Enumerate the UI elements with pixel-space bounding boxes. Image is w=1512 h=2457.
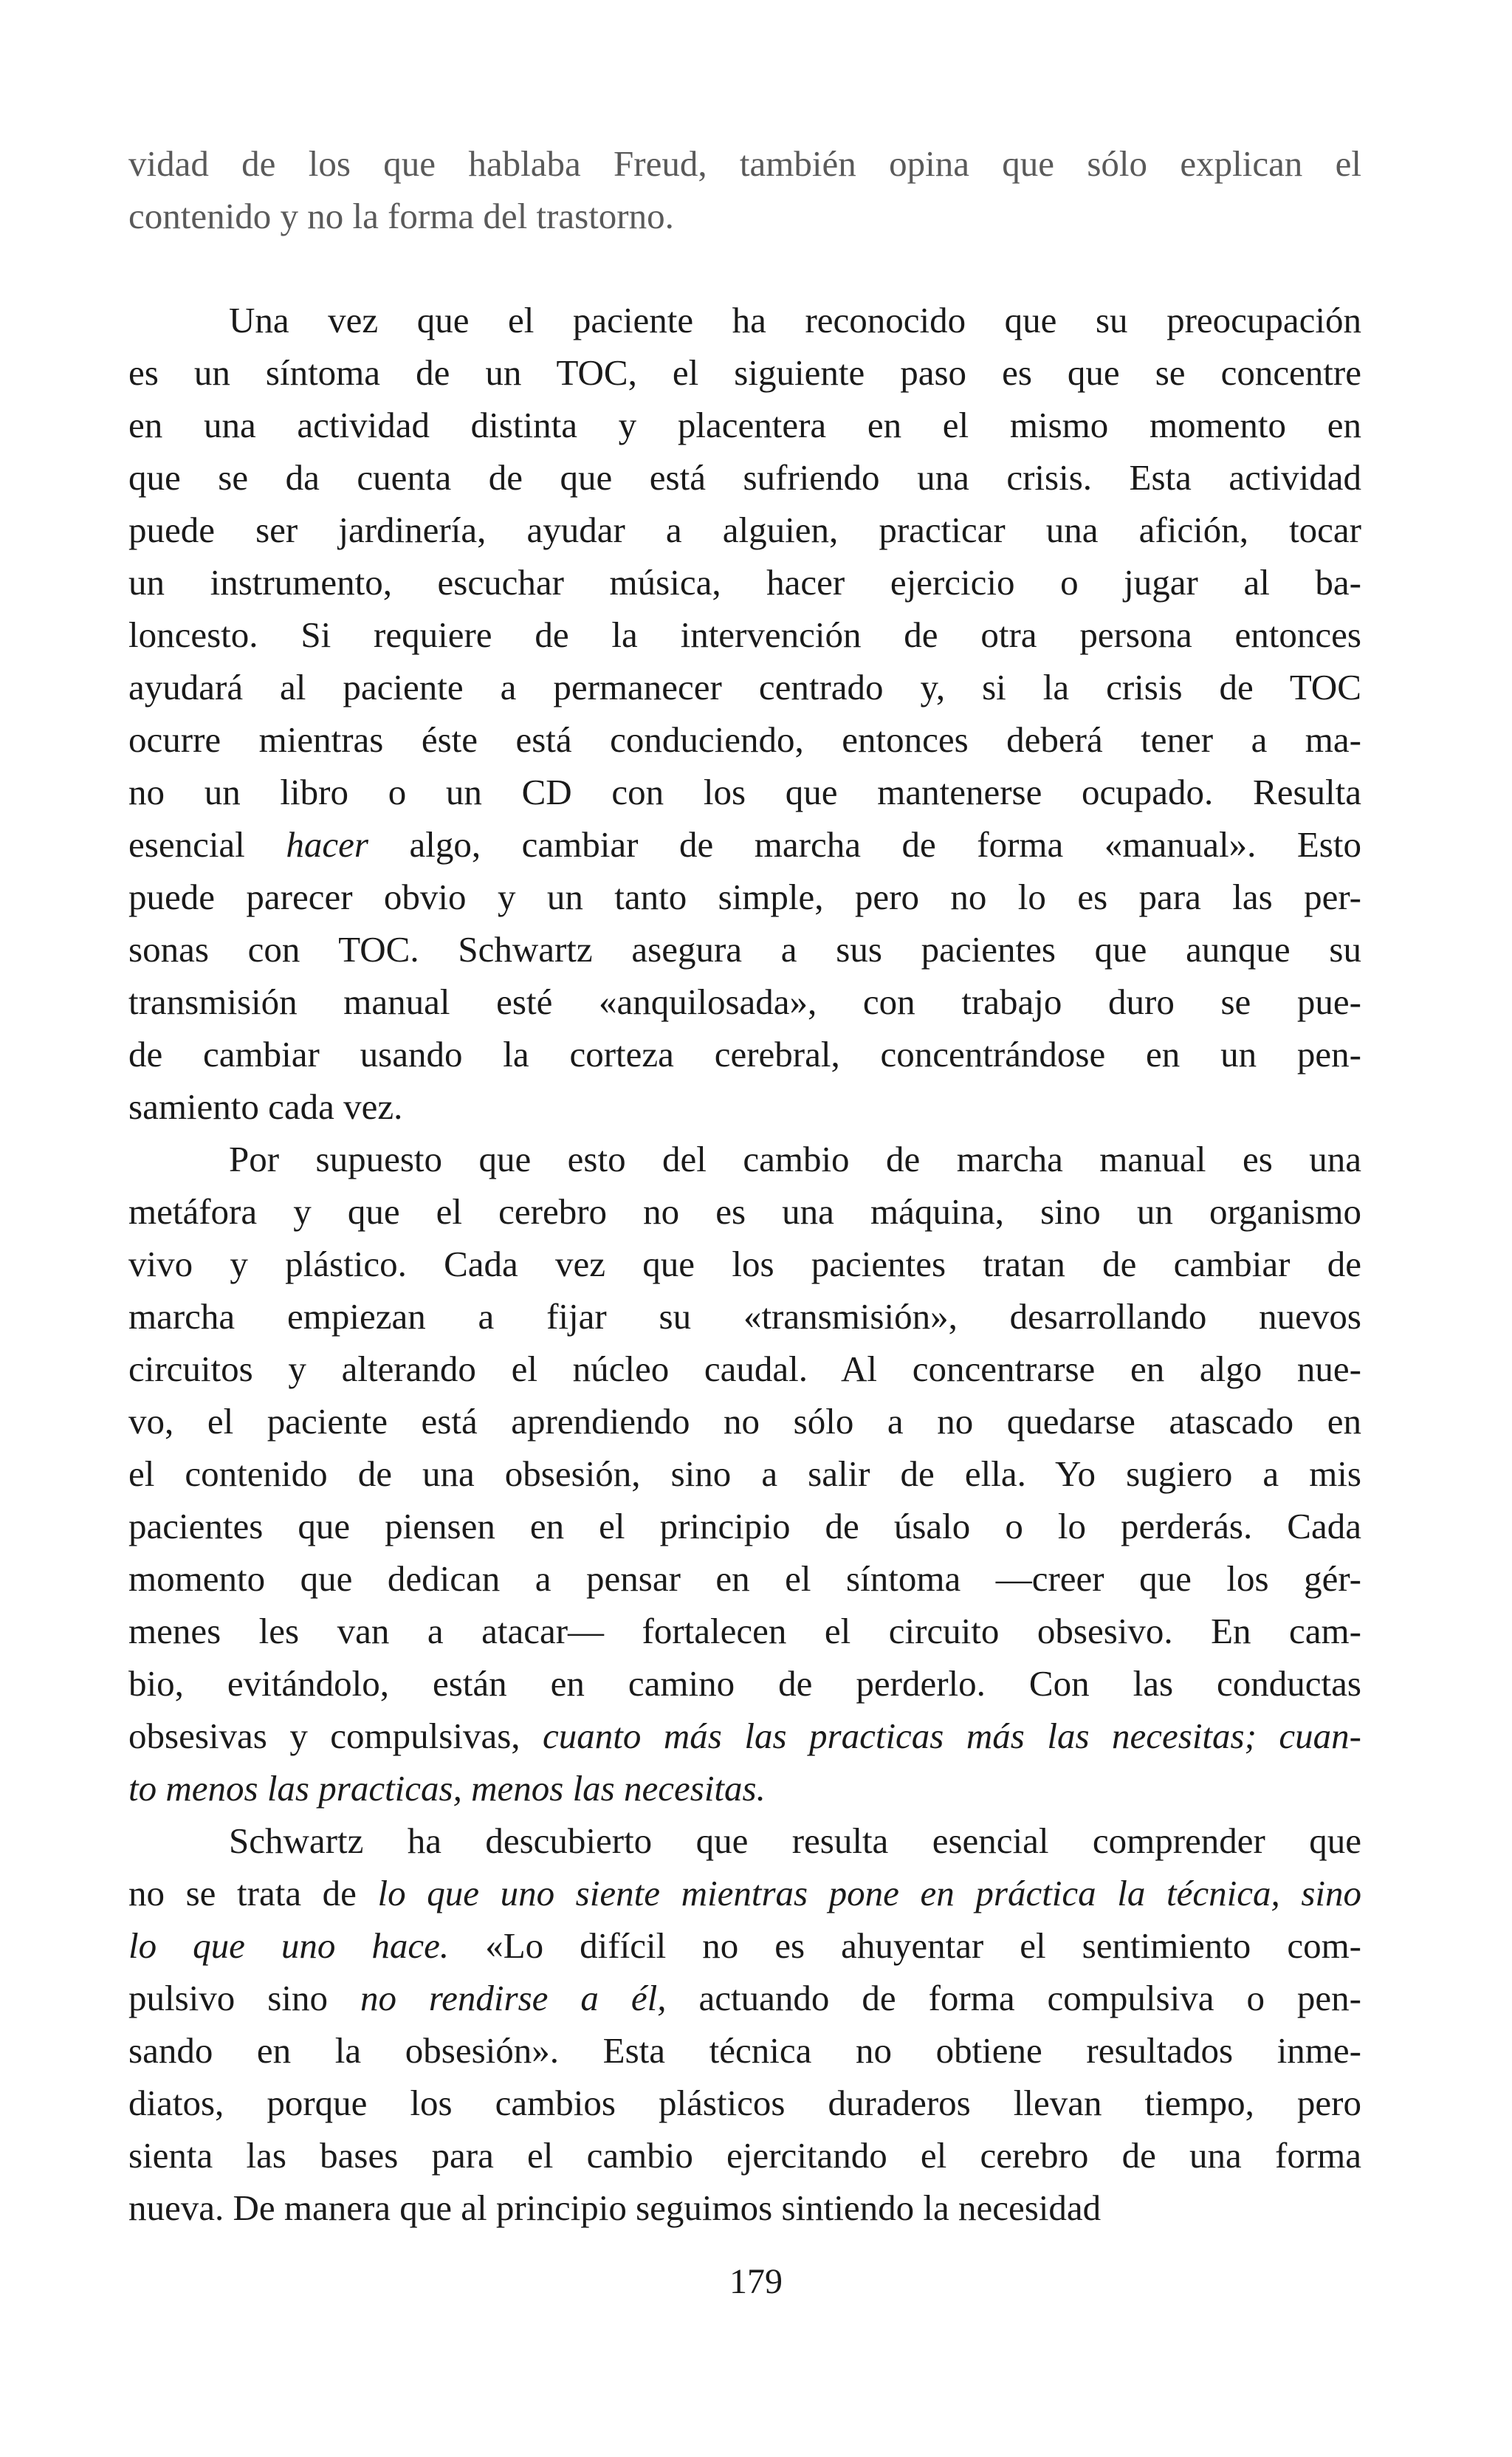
paragraph	[128, 294, 1361, 1133]
text-segment: Por supuesto que esto del cambio de marcha manual es una	[229, 1139, 1361, 1179]
text-segment: sando en la obsesión». Esta técnica no obtiene resultados inme-	[128, 2030, 1361, 2071]
text-line	[128, 2129, 1361, 2182]
text-segment: samiento cada vez.	[128, 1086, 403, 1127]
text-line	[128, 1552, 1361, 1605]
text-segment: esencial	[128, 824, 286, 865]
text-segment: ayudará al paciente a permanecer centrado y, si la crisis de TOC	[128, 667, 1361, 707]
text-segment: bio, evitándolo, están en camino de perderlo. Con las conductas	[128, 1663, 1361, 1704]
text-line	[128, 871, 1361, 923]
italic-text: lo que uno siente mientras pone en práctica la técnica, sino	[377, 1873, 1361, 1913]
text-segment: no un libro o un CD con los que mantenerse ocupado. Resulta	[128, 772, 1361, 812]
text-line	[128, 1447, 1361, 1500]
text-line	[128, 976, 1361, 1028]
text-segment: pacientes que piensen en el principio de úsalo o lo perderás. Cada	[128, 1506, 1361, 1546]
page-number: 179	[729, 2262, 783, 2301]
text-line	[128, 713, 1361, 766]
text-segment: «Lo difícil no es ahuyentar el sentimiento com-	[449, 1925, 1362, 1966]
text-line	[128, 1815, 1361, 1867]
text-segment: no se trata de	[128, 1873, 378, 1913]
text-segment: obsesivas y compulsivas,	[128, 1716, 543, 1756]
text-line	[128, 766, 1361, 818]
text-segment: vidad de los que hablaba Freud, también opina que sólo explican el	[128, 143, 1361, 184]
text-segment: ocurre mientras éste está conduciendo, entonces deberá tener a ma-	[128, 719, 1361, 760]
text-line	[128, 1867, 1361, 1919]
text-segment: Schwartz ha descubierto que resulta esencial comprender que	[229, 1820, 1361, 1861]
text-segment: que se da cuenta de que está sufriendo una crisis. Esta actividad	[128, 457, 1361, 498]
text-line	[128, 1028, 1361, 1080]
text-segment: puede parecer obvio y un tanto simple, pero no lo es para las per-	[128, 877, 1361, 917]
text-segment: menes les van a atacar— fortalecen el circuito obsesivo. En cam-	[128, 1611, 1361, 1651]
text-line	[128, 1500, 1361, 1552]
text-segment: el contenido de una obsesión, sino a salir de ella. Yo sugiero a mis	[128, 1453, 1361, 1494]
text-line	[128, 1290, 1361, 1343]
text-line	[128, 2182, 1361, 2234]
text-segment: Una vez que el paciente ha reconocido que su preocupación	[229, 300, 1361, 340]
text-segment: momento que dedican a pensar en el síntoma —creer que los gér-	[128, 1558, 1361, 1599]
text-segment: circuitos y alterando el núcleo caudal. Al concentrarse en algo nue-	[128, 1349, 1361, 1389]
text-segment: sonas con TOC. Schwartz asegura a sus pacientes que aunque su	[128, 929, 1361, 970]
text-line	[128, 1238, 1361, 1290]
text-line	[128, 1343, 1361, 1395]
text-segment: en una actividad distinta y placentera en el mismo momento en	[128, 405, 1361, 445]
text-line	[128, 399, 1361, 451]
text-segment: pulsivo sino	[128, 1978, 360, 2018]
text-line	[128, 1395, 1361, 1447]
page-body	[128, 137, 1361, 2234]
text-line	[128, 346, 1361, 399]
text-line	[128, 1080, 1361, 1133]
text-line	[128, 818, 1361, 871]
text-segment: marcha empiezan a fijar su «transmisión», desarrollando nuevos	[128, 1296, 1361, 1337]
text-line	[128, 2024, 1361, 2077]
text-line	[128, 556, 1361, 609]
text-line	[128, 609, 1361, 661]
text-segment: vivo y plástico. Cada vez que los pacientes tratan de cambiar de	[128, 1244, 1361, 1284]
text-line	[128, 294, 1361, 346]
italic-text: to menos las practicas, menos las necesitas.	[128, 1768, 766, 1809]
text-segment: contenido y no la forma del trastorno.	[128, 196, 674, 236]
text-segment: diatos, porque los cambios plásticos duraderos llevan tiempo, pero	[128, 2083, 1361, 2123]
italic-text: cuanto más las practicas más las necesitas; cuan-	[543, 1716, 1361, 1756]
text-line	[128, 504, 1361, 556]
text-segment: es un síntoma de un TOC, el siguiente paso es que se concentre	[128, 352, 1361, 393]
text-segment: algo, cambiar de marcha de forma «manual». Esto	[368, 824, 1361, 865]
text-segment: metáfora y que el cerebro no es una máquina, sino un organismo	[128, 1191, 1361, 1232]
text-segment: loncesto. Si requiere de la intervención de otra persona entonces	[128, 614, 1361, 655]
text-line	[128, 451, 1361, 504]
text-line	[128, 190, 1361, 242]
text-line	[128, 1972, 1361, 2024]
text-segment: nueva. De manera que al principio seguimos sintiendo la necesidad	[128, 2187, 1102, 2228]
paragraph-gap	[128, 242, 1361, 294]
text-line	[128, 1710, 1361, 1762]
paragraph	[128, 137, 1361, 242]
text-line	[128, 1605, 1361, 1657]
text-segment: un instrumento, escuchar música, hacer ejercicio o jugar al ba-	[128, 562, 1361, 603]
text-line	[128, 923, 1361, 976]
italic-text: no rendirse a él,	[360, 1978, 667, 2018]
text-segment: vo, el paciente está aprendiendo no sólo a no quedarse atascado en	[128, 1401, 1361, 1442]
text-line	[128, 1133, 1361, 1185]
italic-text: hacer	[286, 824, 368, 865]
text-line	[128, 1762, 1361, 1815]
text-line	[128, 1185, 1361, 1238]
text-line	[128, 661, 1361, 713]
text-segment: transmisión manual esté «anquilosada», con trabajo duro se pue-	[128, 981, 1361, 1022]
text-line	[128, 137, 1361, 190]
text-line	[128, 1919, 1361, 1972]
text-segment: actuando de forma compulsiva o pen-	[666, 1978, 1361, 2018]
text-line	[128, 1657, 1361, 1710]
text-segment: puede ser jardinería, ayudar a alguien, practicar una afición, tocar	[128, 510, 1361, 550]
paragraph	[128, 1815, 1361, 2234]
paragraph	[128, 1133, 1361, 1815]
text-line	[128, 2077, 1361, 2129]
text-segment: sienta las bases para el cambio ejercitando el cerebro de una forma	[128, 2135, 1361, 2176]
italic-text: lo que uno hace.	[128, 1925, 450, 1966]
text-segment: de cambiar usando la corteza cerebral, concentrándose en un pen-	[128, 1034, 1361, 1075]
